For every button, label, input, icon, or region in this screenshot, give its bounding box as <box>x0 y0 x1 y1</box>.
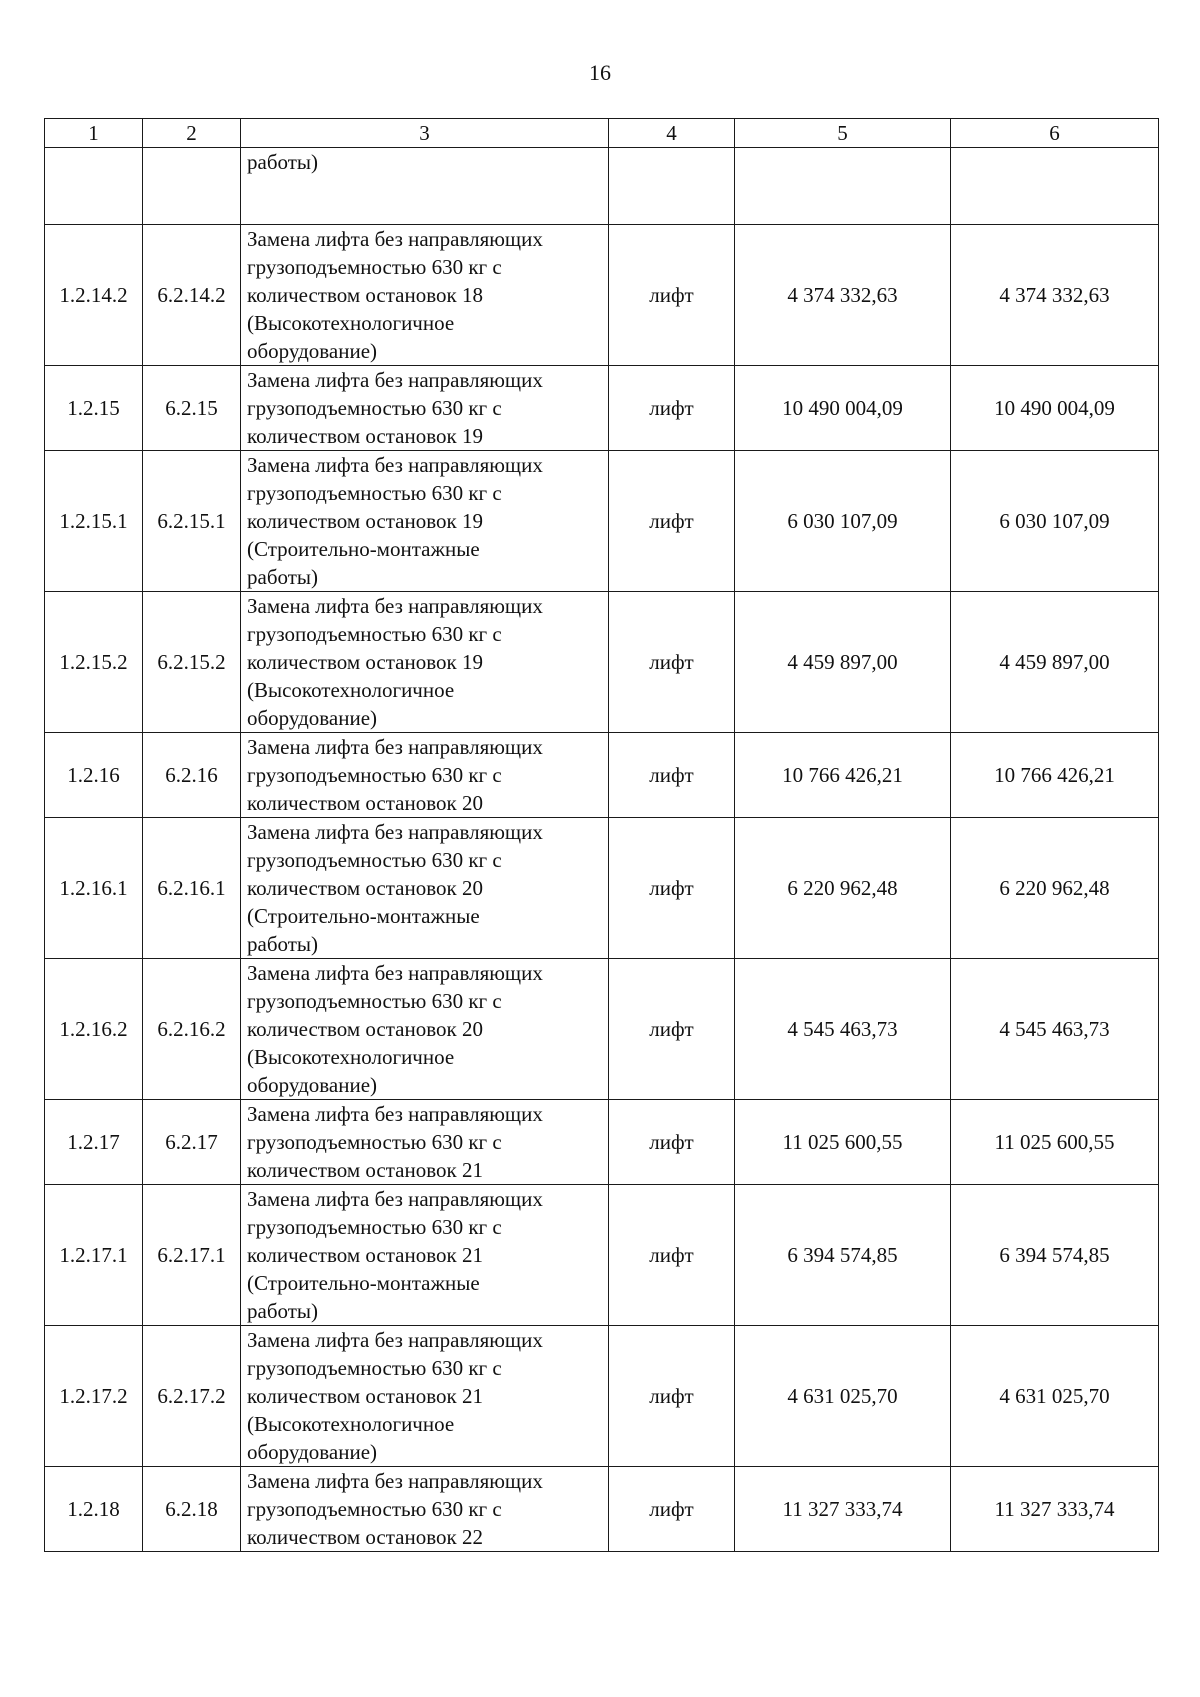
description-line: работы) <box>247 932 319 956</box>
row-description <box>241 1185 609 1326</box>
table-row <box>45 1100 1159 1185</box>
description-line: Замена лифта без направляющих <box>247 453 543 477</box>
row-code-col1: 1.2.15 <box>45 366 143 451</box>
row-value-col6: 4 545 463,73 <box>951 959 1159 1100</box>
row-code-col2: 6.2.17 <box>143 1100 241 1185</box>
row-value-col5: 10 766 426,21 <box>735 733 951 818</box>
row-unit <box>609 148 735 225</box>
row-description <box>241 225 609 366</box>
description-line: работы) <box>247 1299 319 1323</box>
row-unit: лифт <box>609 366 735 451</box>
row-code-col1: 1.2.18 <box>45 1467 143 1552</box>
description-line: Замена лифта без направляющих <box>247 1328 543 1352</box>
description-line: Замена лифта без направляющих <box>247 1469 543 1493</box>
row-value-col6: 6 030 107,09 <box>951 451 1159 592</box>
table-row <box>45 733 1159 818</box>
row-value-col6: 6 220 962,48 <box>951 818 1159 959</box>
description-line: грузоподъемностью 630 кг с <box>247 989 502 1013</box>
description-line: (Высокотехнологичное <box>247 678 455 702</box>
table-row <box>45 451 1159 592</box>
row-code-col1: 1.2.16 <box>45 733 143 818</box>
row-unit: лифт <box>609 1185 735 1326</box>
row-description <box>241 1326 609 1467</box>
row-code-col2 <box>143 148 241 225</box>
row-value-col5: 6 220 962,48 <box>735 818 951 959</box>
row-description <box>241 148 609 225</box>
row-value-col6: 11 327 333,74 <box>951 1467 1159 1552</box>
row-value-col6: 4 631 025,70 <box>951 1326 1159 1467</box>
description-line: работы) <box>247 565 319 589</box>
page-number: 16 <box>589 60 611 85</box>
table-row <box>45 1326 1159 1467</box>
description-line: количеством остановок 19 <box>247 424 483 448</box>
row-code-col1: 1.2.16.2 <box>45 959 143 1100</box>
description-line: количеством остановок 20 <box>247 791 483 815</box>
row-value-col6: 6 394 574,85 <box>951 1185 1159 1326</box>
description-line: (Высокотехнологичное <box>247 311 455 335</box>
row-value-col5: 4 631 025,70 <box>735 1326 951 1467</box>
table-body <box>45 148 1159 1552</box>
description-line: грузоподъемностью 630 кг с <box>247 622 502 646</box>
row-unit: лифт <box>609 1326 735 1467</box>
row-description <box>241 451 609 592</box>
row-value-col5: 11 327 333,74 <box>735 1467 951 1552</box>
description-line: (Высокотехнологичное <box>247 1412 455 1436</box>
description-line: оборудование) <box>247 1440 378 1464</box>
row-code-col2: 6.2.18 <box>143 1467 241 1552</box>
row-code-col2: 6.2.14.2 <box>143 225 241 366</box>
description-line: количеством остановок 20 <box>247 876 483 900</box>
row-code-col1: 1.2.15.1 <box>45 451 143 592</box>
description-line: Замена лифта без направляющих <box>247 961 543 985</box>
description-line: Замена лифта без направляющих <box>247 735 543 759</box>
row-code-col2: 6.2.15 <box>143 366 241 451</box>
row-value-col6: 11 025 600,55 <box>951 1100 1159 1185</box>
column-header-1: 1 <box>45 119 143 148</box>
column-header-4: 4 <box>609 119 735 148</box>
description-line: количеством остановок 20 <box>247 1017 483 1041</box>
description-line: грузоподъемностью 630 кг с <box>247 1497 502 1521</box>
description-line: количеством остановок 21 <box>247 1158 483 1182</box>
row-value-col6 <box>951 148 1159 225</box>
row-value-col6: 4 459 897,00 <box>951 592 1159 733</box>
row-description <box>241 959 609 1100</box>
row-unit: лифт <box>609 451 735 592</box>
row-value-col6: 4 374 332,63 <box>951 225 1159 366</box>
description-line: оборудование) <box>247 706 378 730</box>
row-code-col1: 1.2.17.2 <box>45 1326 143 1467</box>
row-value-col5: 4 545 463,73 <box>735 959 951 1100</box>
column-header-3: 3 <box>241 119 609 148</box>
description-line: Замена лифта без направляющих <box>247 368 543 392</box>
description-line: грузоподъемностью 630 кг с <box>247 848 502 872</box>
row-unit: лифт <box>609 225 735 366</box>
table-row <box>45 225 1159 366</box>
row-code-col2: 6.2.17.2 <box>143 1326 241 1467</box>
column-header-2: 2 <box>143 119 241 148</box>
description-line: грузоподъемностью 630 кг с <box>247 763 502 787</box>
description-line: количеством остановок 22 <box>247 1525 483 1549</box>
row-code-col2: 6.2.15.1 <box>143 451 241 592</box>
description-line: количеством остановок 21 <box>247 1243 483 1267</box>
description-line: грузоподъемностью 630 кг с <box>247 481 502 505</box>
row-value-col6: 10 766 426,21 <box>951 733 1159 818</box>
row-description <box>241 818 609 959</box>
description-line: (Строительно-монтажные <box>247 904 480 928</box>
table-row <box>45 1467 1159 1552</box>
row-value-col5 <box>735 148 951 225</box>
description-line: (Строительно-монтажные <box>247 1271 480 1295</box>
row-code-col2: 6.2.17.1 <box>143 1185 241 1326</box>
row-unit: лифт <box>609 733 735 818</box>
table-row <box>45 148 1159 225</box>
description-line: грузоподъемностью 630 кг с <box>247 1130 502 1154</box>
row-unit: лифт <box>609 592 735 733</box>
row-description <box>241 1467 609 1552</box>
row-value-col5: 6 030 107,09 <box>735 451 951 592</box>
row-description <box>241 366 609 451</box>
description-line: Замена лифта без направляющих <box>247 1102 543 1126</box>
row-unit: лифт <box>609 818 735 959</box>
row-description <box>241 592 609 733</box>
row-code-col1: 1.2.17 <box>45 1100 143 1185</box>
description-line: количеством остановок 21 <box>247 1384 483 1408</box>
description-line: Замена лифта без направляющих <box>247 1187 543 1211</box>
table-row <box>45 818 1159 959</box>
row-description <box>241 1100 609 1185</box>
row-value-col5: 11 025 600,55 <box>735 1100 951 1185</box>
description-line: количеством остановок 18 <box>247 283 483 307</box>
row-value-col5: 6 394 574,85 <box>735 1185 951 1326</box>
cost-table <box>44 118 1159 1552</box>
row-code-col2: 6.2.16.2 <box>143 959 241 1100</box>
description-line: (Высокотехнологичное <box>247 1045 455 1069</box>
description-line: грузоподъемностью 630 кг с <box>247 255 502 279</box>
row-code-col1: 1.2.17.1 <box>45 1185 143 1326</box>
description-line: Замена лифта без направляющих <box>247 227 543 251</box>
row-code-col1: 1.2.14.2 <box>45 225 143 366</box>
column-header-5: 5 <box>735 119 951 148</box>
description-line: Замена лифта без направляющих <box>247 820 543 844</box>
row-code-col2: 6.2.15.2 <box>143 592 241 733</box>
row-code-col2: 6.2.16.1 <box>143 818 241 959</box>
description-line: количеством остановок 19 <box>247 650 483 674</box>
description-line: грузоподъемностью 630 кг с <box>247 1356 502 1380</box>
row-code-col1: 1.2.16.1 <box>45 818 143 959</box>
description-line: оборудование) <box>247 339 378 363</box>
description-line: (Строительно-монтажные <box>247 537 480 561</box>
description-line: количеством остановок 19 <box>247 509 483 533</box>
row-value-col5: 4 459 897,00 <box>735 592 951 733</box>
table-row <box>45 366 1159 451</box>
table-row <box>45 1185 1159 1326</box>
row-unit: лифт <box>609 1100 735 1185</box>
header-row <box>45 119 1159 148</box>
row-code-col1 <box>45 148 143 225</box>
column-header-6: 6 <box>951 119 1159 148</box>
row-unit: лифт <box>609 1467 735 1552</box>
description-line: грузоподъемностью 630 кг с <box>247 396 502 420</box>
description-line: грузоподъемностью 630 кг с <box>247 1215 502 1239</box>
row-code-col2: 6.2.16 <box>143 733 241 818</box>
row-value-col5: 4 374 332,63 <box>735 225 951 366</box>
table-row <box>45 959 1159 1100</box>
row-value-col5: 10 490 004,09 <box>735 366 951 451</box>
table-row <box>45 592 1159 733</box>
description-line: работы) <box>247 150 319 174</box>
row-code-col1: 1.2.15.2 <box>45 592 143 733</box>
description-line: Замена лифта без направляющих <box>247 594 543 618</box>
row-unit: лифт <box>609 959 735 1100</box>
row-value-col6: 10 490 004,09 <box>951 366 1159 451</box>
row-description <box>241 733 609 818</box>
description-line: оборудование) <box>247 1073 378 1097</box>
